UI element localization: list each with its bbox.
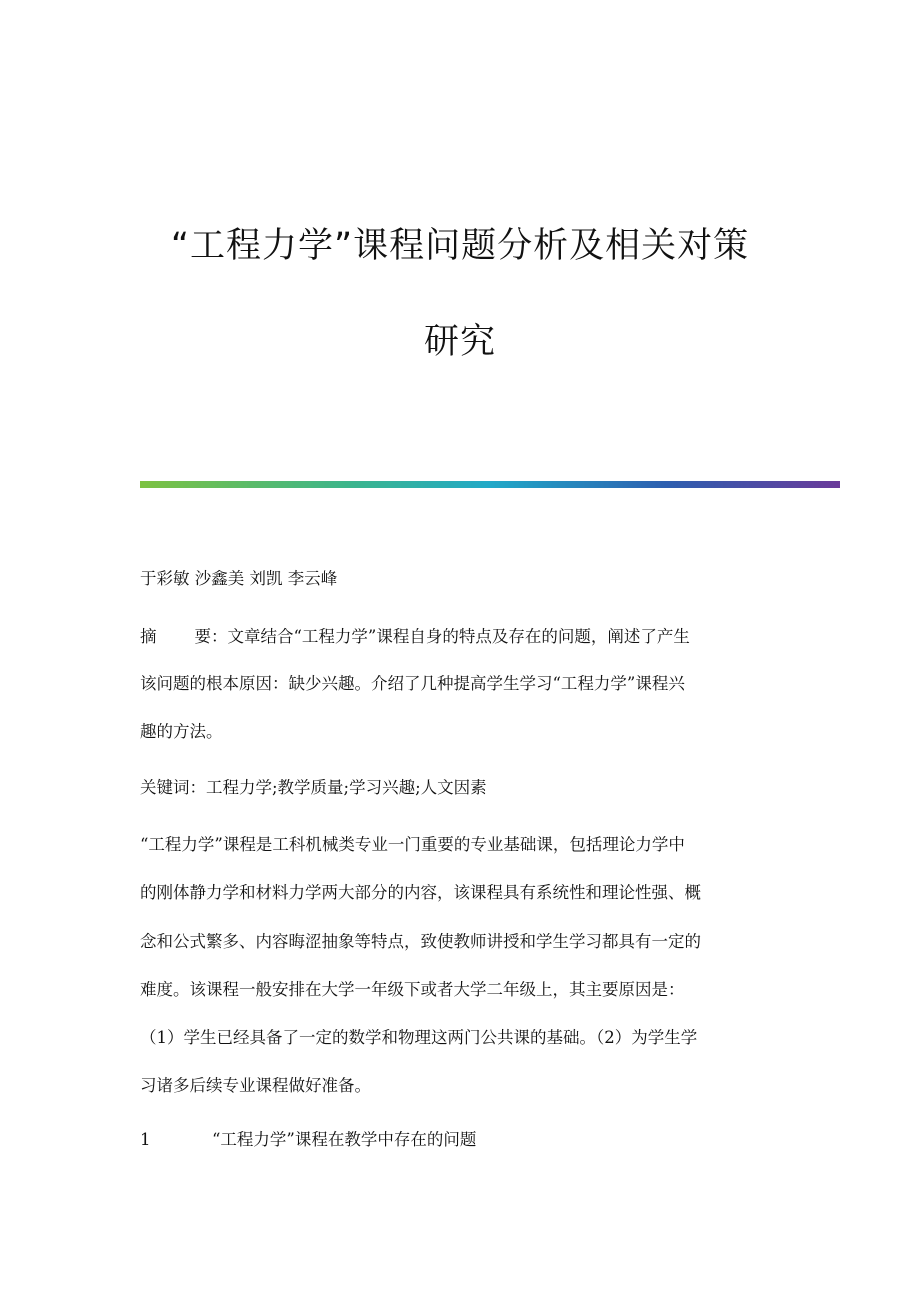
body-line-3: 念和公式繁多、内容晦涩抽象等特点，致使教师讲授和学生学习都具有一定的: [140, 932, 701, 951]
keywords: 关键词：工程力学;教学质量;学习兴趣;人文因素: [140, 778, 487, 797]
section-title: “工程力学”课程在教学中存在的问题: [212, 1130, 477, 1149]
body-line-4: 难度。该课程一般安排在大学一年级下或者大学二年级上，其主要原因是：: [140, 980, 685, 999]
abstract-line-2: 该问题的根本原因：缺少兴趣。介绍了几种提高学生学习“工程力学”课程兴: [140, 674, 685, 693]
authors: 于彩敏 沙鑫美 刘凯 李云峰: [140, 569, 338, 588]
body-line-1: “工程力学”课程是工科机械类专业一门重要的专业基础课，包括理论力学中: [140, 835, 685, 854]
abstract-line-1: [140, 627, 690, 647]
section-heading: [140, 1130, 476, 1150]
abstract-label-first: 摘: [140, 627, 157, 646]
abstract-text-1: 文章结合“工程力学”课程自身的特点及存在的问题，阐述了产生: [227, 627, 690, 646]
abstract-label-second: 要：: [194, 627, 228, 646]
body-line-5: （1）学生已经具备了一定的数学和物理这两门公共课的基础。（2）为学生学: [140, 1028, 698, 1047]
section-number: 1: [140, 1130, 151, 1149]
abstract-line-3: 趣的方法。: [140, 722, 223, 741]
document-title-line-2: 研究: [423, 322, 496, 362]
body-line-2: 的刚体静力学和材料力学两大部分的内容，该课程具有系统性和理论性强、概: [140, 883, 701, 902]
gradient-divider: [140, 481, 840, 488]
document-title-line-1: “工程力学”课程问题分析及相关对策: [170, 226, 750, 266]
body-line-6: 习诸多后续专业课程做好准备。: [140, 1076, 371, 1095]
